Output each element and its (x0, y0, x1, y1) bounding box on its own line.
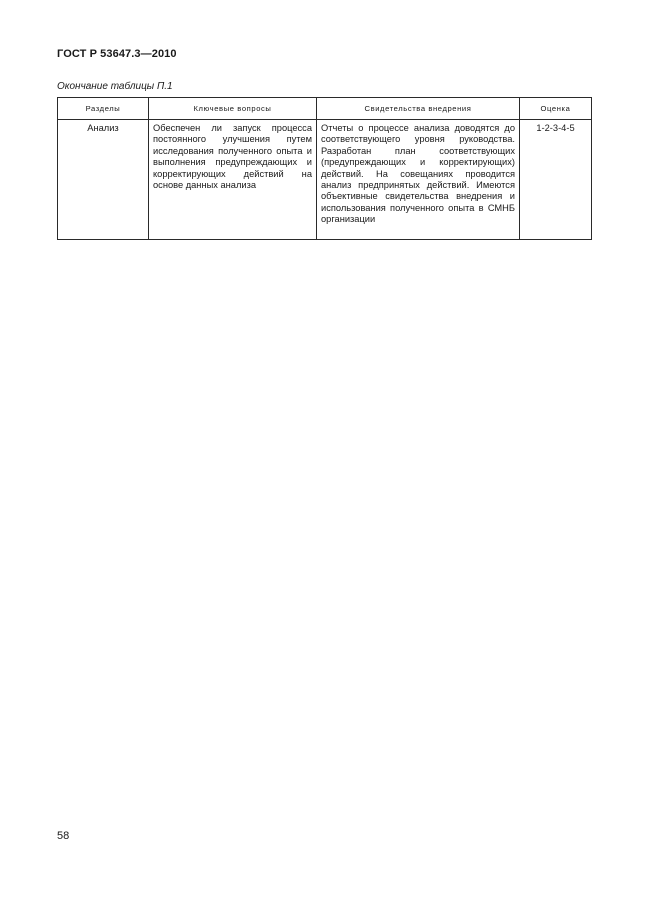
table-caption: Окончание таблицы П.1 (57, 81, 173, 92)
page-number: 58 (57, 830, 70, 842)
cell-key-questions: Обеспечен ли запуск процесса постоянного улучшения путем исследования полученного опыта и выполнения предупреждающих и корректирующих действий на основе данных анализа (149, 120, 317, 240)
column-header-evidence: Свидетельства внедрения (317, 98, 520, 120)
column-header-sections: Разделы (58, 98, 149, 120)
table-header-row (58, 98, 592, 120)
document-code: ГОСТ Р 53647.3—2010 (57, 48, 177, 60)
cell-evidence: Отчеты о процессе анализа доводятся до соответствующего уровня руководства. Разработан план соответствующих (предупреждающих и корректирующих) действий. На совещаниях проводится анализ предпринятых действий. Имеются объективные свидетельства внедрения и использования полученного опыта в СМНБ организации (317, 120, 520, 240)
data-table (57, 97, 592, 240)
cell-section: Анализ (58, 120, 149, 240)
column-header-key-questions: Ключевые вопросы (149, 98, 317, 120)
column-header-rating: Оценка (520, 98, 592, 120)
cell-rating: 1-2-3-4-5 (520, 120, 592, 240)
table-row (58, 120, 592, 240)
